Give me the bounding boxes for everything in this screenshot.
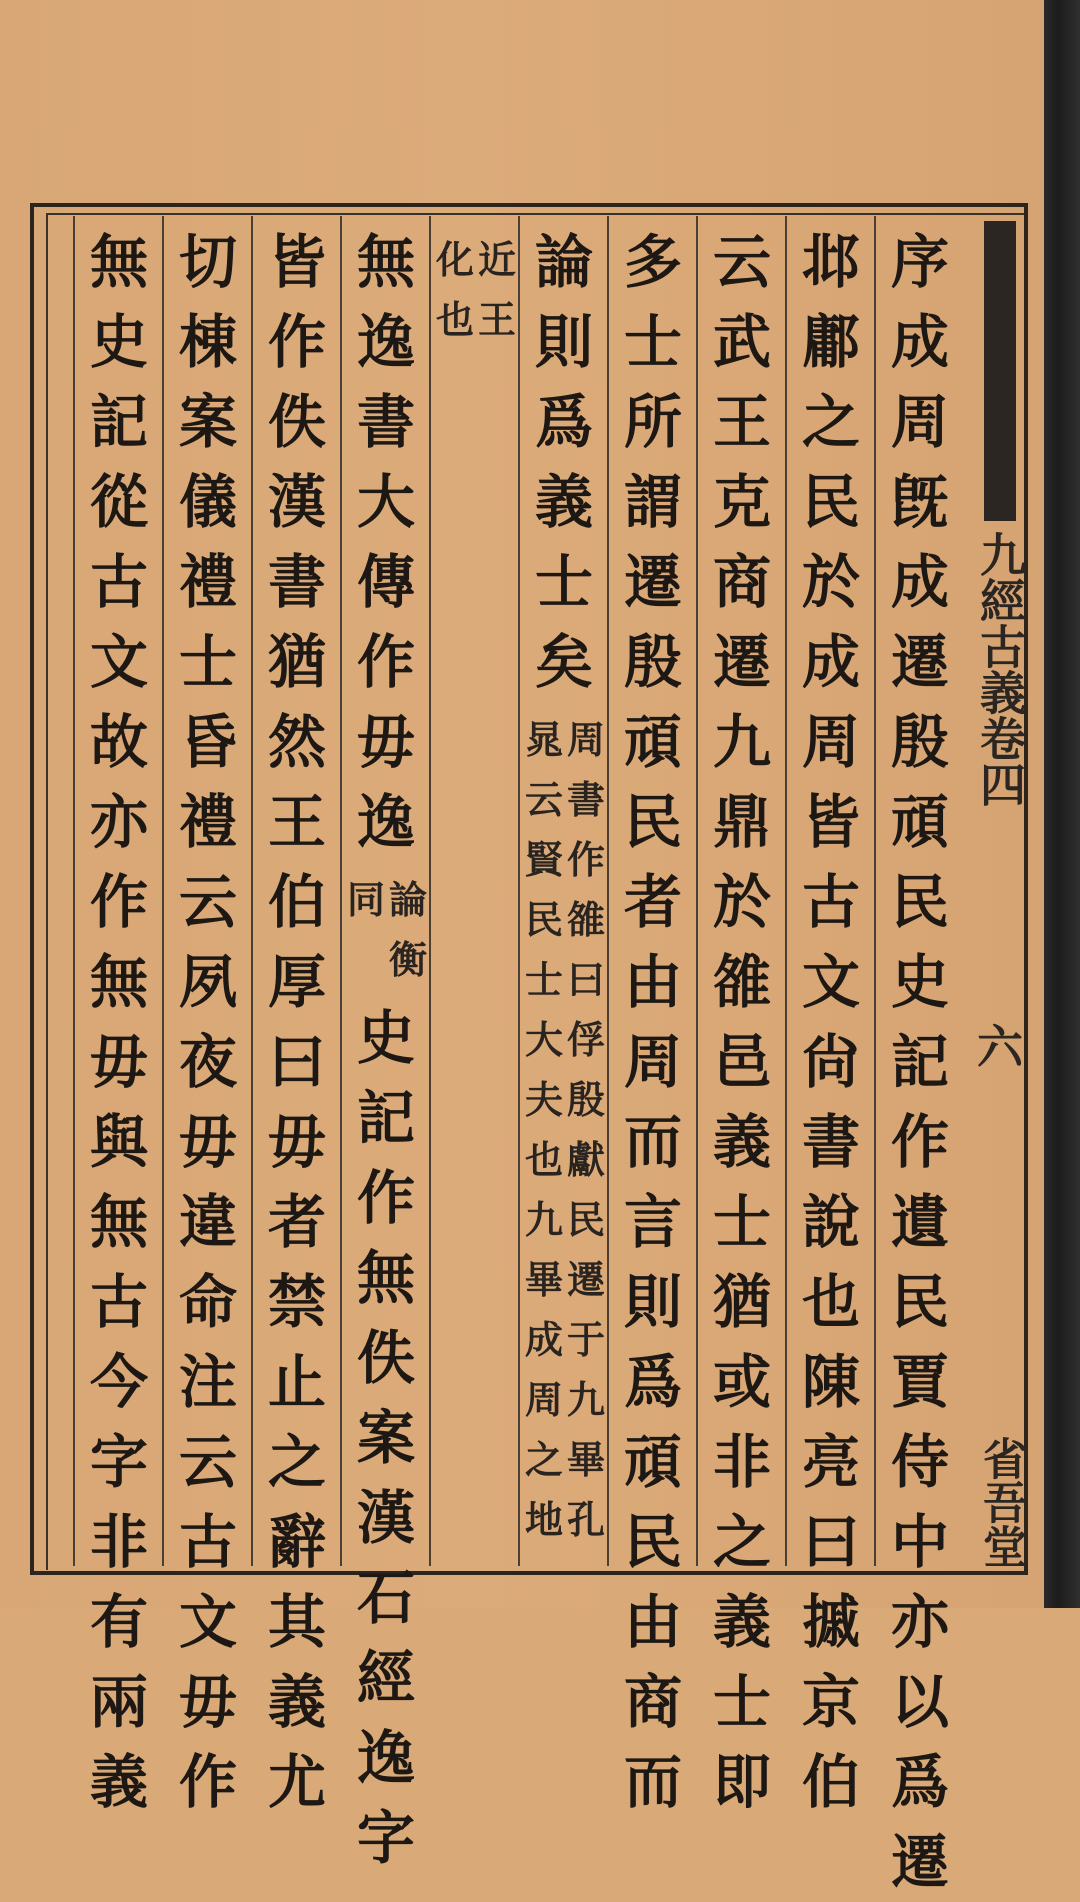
glyph: 賈 bbox=[890, 1348, 949, 1416]
note-glyph: 晁 bbox=[524, 717, 563, 762]
glyph: 論 bbox=[534, 228, 593, 296]
glyph: 傳 bbox=[356, 548, 415, 616]
glyph: 則 bbox=[623, 1268, 682, 1336]
glyph: 猶 bbox=[712, 1268, 771, 1336]
note-glyph: 周 bbox=[566, 717, 605, 762]
glyph: 成 bbox=[890, 548, 949, 616]
margin-page-number: 六 bbox=[977, 1020, 1023, 1074]
note-glyph: 也 bbox=[435, 297, 474, 342]
margin-studio-name: 省吾堂 bbox=[975, 1436, 1026, 1568]
glyph: 逸 bbox=[356, 1724, 415, 1792]
glyph: 儀 bbox=[178, 468, 237, 536]
column-rule bbox=[251, 216, 253, 1566]
glyph: 云 bbox=[178, 1428, 237, 1496]
glyph: 遷 bbox=[890, 1828, 949, 1896]
glyph: 兩 bbox=[89, 1668, 148, 1736]
glyph: 侍 bbox=[890, 1428, 949, 1496]
glyph: 士 bbox=[623, 308, 682, 376]
glyph: 皆 bbox=[267, 228, 326, 296]
glyph: 案 bbox=[178, 388, 237, 456]
glyph: 亮 bbox=[801, 1428, 860, 1496]
glyph: 作 bbox=[890, 1108, 949, 1176]
glyph: 非 bbox=[712, 1428, 771, 1496]
note-glyph: 于 bbox=[566, 1317, 605, 1362]
note-glyph: 論 bbox=[388, 877, 427, 922]
glyph: 今 bbox=[89, 1348, 148, 1416]
note-glyph: 衡 bbox=[388, 937, 427, 982]
glyph: 所 bbox=[623, 388, 682, 456]
column-rule bbox=[696, 216, 698, 1566]
glyph: 矣 bbox=[534, 628, 593, 696]
glyph: 無 bbox=[89, 948, 148, 1016]
glyph: 鄘 bbox=[801, 308, 860, 376]
glyph: 昏 bbox=[178, 708, 237, 776]
glyph: 記 bbox=[89, 388, 148, 456]
note-glyph: 士 bbox=[524, 957, 563, 1002]
text-column bbox=[880, 222, 960, 1902]
glyph: 民 bbox=[623, 788, 682, 856]
glyph: 尤 bbox=[267, 1748, 326, 1816]
glyph: 作 bbox=[89, 868, 148, 936]
glyph: 即 bbox=[712, 1748, 771, 1816]
glyph: 無 bbox=[356, 1244, 415, 1312]
glyph: 逸 bbox=[356, 788, 415, 856]
glyph: 文 bbox=[89, 628, 148, 696]
glyph: 爲 bbox=[623, 1348, 682, 1416]
note-glyph: 化 bbox=[435, 237, 474, 282]
glyph: 遷 bbox=[712, 628, 771, 696]
glyph: 記 bbox=[356, 1084, 415, 1152]
note-glyph: 同 bbox=[346, 877, 385, 922]
glyph: 士 bbox=[712, 1668, 771, 1736]
glyph: 違 bbox=[178, 1188, 237, 1256]
glyph: 也 bbox=[801, 1268, 860, 1336]
interlinear-note bbox=[522, 710, 566, 1550]
glyph: 棟 bbox=[178, 308, 237, 376]
glyph: 於 bbox=[801, 548, 860, 616]
note-glyph: 成 bbox=[524, 1317, 563, 1362]
note-glyph: 近 bbox=[477, 237, 516, 282]
glyph: 而 bbox=[623, 1748, 682, 1816]
glyph: 厚 bbox=[267, 948, 326, 1016]
glyph: 無 bbox=[89, 228, 148, 296]
glyph: 書 bbox=[267, 548, 326, 616]
glyph: 之 bbox=[267, 1428, 326, 1496]
text-column-continuation bbox=[346, 998, 426, 1878]
glyph: 字 bbox=[356, 1804, 415, 1872]
glyph: 商 bbox=[712, 548, 771, 616]
glyph: 止 bbox=[267, 1348, 326, 1416]
note-glyph: 雒 bbox=[566, 897, 605, 942]
glyph: 民 bbox=[890, 868, 949, 936]
glyph: 言 bbox=[623, 1188, 682, 1256]
glyph: 字 bbox=[89, 1428, 148, 1496]
glyph: 夜 bbox=[178, 1028, 237, 1096]
glyph: 猶 bbox=[267, 628, 326, 696]
glyph: 而 bbox=[623, 1108, 682, 1176]
glyph: 士 bbox=[178, 628, 237, 696]
column-rule bbox=[785, 216, 787, 1566]
glyph: 大 bbox=[356, 468, 415, 536]
glyph: 漢 bbox=[267, 468, 326, 536]
glyph: 注 bbox=[178, 1348, 237, 1416]
glyph: 商 bbox=[623, 1668, 682, 1736]
glyph: 亦 bbox=[89, 788, 148, 856]
glyph: 士 bbox=[712, 1188, 771, 1256]
glyph: 由 bbox=[623, 948, 682, 1016]
glyph: 周 bbox=[890, 388, 949, 456]
glyph: 之 bbox=[801, 388, 860, 456]
glyph: 漢 bbox=[356, 1484, 415, 1552]
interlinear-note bbox=[344, 870, 388, 930]
glyph: 切 bbox=[178, 228, 237, 296]
glyph: 史 bbox=[356, 1004, 415, 1072]
column-rule bbox=[518, 216, 520, 1566]
glyph: 以 bbox=[890, 1668, 949, 1736]
note-glyph: 畢 bbox=[566, 1437, 605, 1482]
glyph: 民 bbox=[801, 468, 860, 536]
glyph: 禁 bbox=[267, 1268, 326, 1336]
glyph: 辭 bbox=[267, 1508, 326, 1576]
glyph: 於 bbox=[712, 868, 771, 936]
glyph: 與 bbox=[89, 1108, 148, 1176]
glyph: 成 bbox=[801, 628, 860, 696]
glyph: 中 bbox=[890, 1508, 949, 1576]
note-glyph: 孔 bbox=[566, 1497, 605, 1542]
margin-column bbox=[972, 213, 1028, 1568]
glyph: 頑 bbox=[623, 1428, 682, 1496]
glyph: 周 bbox=[623, 1028, 682, 1096]
book-spine bbox=[1044, 0, 1080, 1608]
glyph: 京 bbox=[801, 1668, 860, 1736]
glyph: 邶 bbox=[801, 228, 860, 296]
glyph: 義 bbox=[89, 1748, 148, 1816]
glyph: 云 bbox=[178, 868, 237, 936]
glyph: 作 bbox=[356, 628, 415, 696]
glyph: 伯 bbox=[801, 1748, 860, 1816]
glyph: 禮 bbox=[178, 548, 237, 616]
note-glyph: 民 bbox=[524, 897, 563, 942]
note-glyph: 獻 bbox=[566, 1137, 605, 1182]
glyph: 禮 bbox=[178, 788, 237, 856]
column-rule bbox=[874, 216, 876, 1566]
glyph: 云 bbox=[712, 228, 771, 296]
text-column bbox=[257, 222, 337, 1822]
glyph: 文 bbox=[801, 948, 860, 1016]
glyph: 則 bbox=[534, 308, 593, 376]
interlinear-note bbox=[433, 230, 477, 350]
note-glyph: 作 bbox=[566, 837, 605, 882]
glyph: 多 bbox=[623, 228, 682, 296]
note-glyph: 九 bbox=[566, 1377, 605, 1422]
glyph: 案 bbox=[356, 1404, 415, 1472]
glyph: 義 bbox=[534, 468, 593, 536]
note-glyph: 殷 bbox=[566, 1077, 605, 1122]
interlinear-note bbox=[386, 870, 430, 990]
text-column bbox=[79, 222, 159, 1822]
glyph: 然 bbox=[267, 708, 326, 776]
glyph: 古 bbox=[801, 868, 860, 936]
glyph: 皆 bbox=[801, 788, 860, 856]
text-column bbox=[168, 222, 248, 1822]
glyph: 殷 bbox=[623, 628, 682, 696]
glyph: 之 bbox=[712, 1508, 771, 1576]
glyph: 者 bbox=[267, 1188, 326, 1256]
note-glyph: 遷 bbox=[566, 1257, 605, 1302]
glyph: 雒 bbox=[712, 948, 771, 1016]
glyph: 序 bbox=[890, 228, 949, 296]
glyph: 旣 bbox=[890, 468, 949, 536]
glyph: 遷 bbox=[623, 548, 682, 616]
column-rule bbox=[340, 216, 342, 1566]
glyph: 九 bbox=[712, 708, 771, 776]
glyph: 書 bbox=[801, 1108, 860, 1176]
note-glyph: 王 bbox=[477, 297, 516, 342]
glyph: 義 bbox=[712, 1588, 771, 1656]
glyph: 作 bbox=[356, 1164, 415, 1232]
glyph: 爲 bbox=[534, 388, 593, 456]
glyph: 義 bbox=[712, 1108, 771, 1176]
glyph: 民 bbox=[623, 1508, 682, 1576]
glyph: 義 bbox=[267, 1668, 326, 1736]
glyph: 遷 bbox=[890, 628, 949, 696]
glyph: 遺 bbox=[890, 1188, 949, 1256]
note-glyph: 九 bbox=[524, 1197, 563, 1242]
glyph: 經 bbox=[356, 1644, 415, 1712]
text-column bbox=[346, 222, 426, 862]
glyph: 亦 bbox=[890, 1588, 949, 1656]
glyph: 士 bbox=[534, 548, 593, 616]
glyph: 邑 bbox=[712, 1028, 771, 1096]
glyph: 摵 bbox=[801, 1588, 860, 1656]
note-glyph: 民 bbox=[566, 1197, 605, 1242]
glyph: 無 bbox=[89, 1188, 148, 1256]
glyph: 克 bbox=[712, 468, 771, 536]
note-glyph: 云 bbox=[524, 777, 563, 822]
margin-title: 九經古義卷四 bbox=[973, 531, 1027, 807]
text-column bbox=[524, 222, 604, 702]
glyph: 爲 bbox=[890, 1748, 949, 1816]
glyph: 陳 bbox=[801, 1348, 860, 1416]
glyph: 王 bbox=[267, 788, 326, 856]
glyph: 其 bbox=[267, 1588, 326, 1656]
column-rule bbox=[162, 216, 164, 1566]
glyph: 逸 bbox=[356, 308, 415, 376]
note-glyph: 大 bbox=[524, 1017, 563, 1062]
glyph: 毋 bbox=[178, 1668, 237, 1736]
glyph: 從 bbox=[89, 468, 148, 536]
interlinear-note bbox=[475, 230, 519, 350]
glyph: 非 bbox=[89, 1508, 148, 1576]
note-glyph: 俘 bbox=[566, 1017, 605, 1062]
glyph: 成 bbox=[890, 308, 949, 376]
note-glyph: 書 bbox=[566, 777, 605, 822]
fish-tail-mark bbox=[984, 221, 1016, 521]
glyph: 毋 bbox=[267, 1108, 326, 1176]
note-glyph: 周 bbox=[524, 1377, 563, 1422]
glyph: 者 bbox=[623, 868, 682, 936]
text-column bbox=[702, 222, 782, 1822]
glyph: 史 bbox=[89, 308, 148, 376]
note-glyph: 夫 bbox=[524, 1077, 563, 1122]
text-column bbox=[791, 222, 871, 1822]
glyph: 伯 bbox=[267, 868, 326, 936]
glyph: 民 bbox=[890, 1268, 949, 1336]
glyph: 頑 bbox=[890, 788, 949, 856]
text-column bbox=[613, 222, 693, 1822]
glyph: 書 bbox=[356, 388, 415, 456]
glyph: 文 bbox=[178, 1588, 237, 1656]
glyph: 毋 bbox=[89, 1028, 148, 1096]
column-rule bbox=[73, 216, 75, 1566]
glyph: 古 bbox=[178, 1508, 237, 1576]
glyph: 作 bbox=[178, 1748, 237, 1816]
glyph: 鼎 bbox=[712, 788, 771, 856]
glyph: 頑 bbox=[623, 708, 682, 776]
glyph: 尙 bbox=[801, 1028, 860, 1096]
note-glyph: 畢 bbox=[524, 1257, 563, 1302]
glyph: 或 bbox=[712, 1348, 771, 1416]
glyph: 毋 bbox=[178, 1108, 237, 1176]
glyph: 武 bbox=[712, 308, 771, 376]
glyph: 作 bbox=[267, 308, 326, 376]
glyph: 周 bbox=[801, 708, 860, 776]
note-glyph: 曰 bbox=[566, 957, 605, 1002]
glyph: 古 bbox=[89, 1268, 148, 1336]
glyph: 夙 bbox=[178, 948, 237, 1016]
note-glyph: 也 bbox=[524, 1137, 563, 1182]
glyph: 曰 bbox=[801, 1508, 860, 1576]
glyph: 謂 bbox=[623, 468, 682, 536]
note-glyph: 之 bbox=[524, 1437, 563, 1482]
glyph: 史 bbox=[890, 948, 949, 1016]
glyph: 有 bbox=[89, 1588, 148, 1656]
glyph: 毋 bbox=[356, 708, 415, 776]
note-glyph: 賢 bbox=[524, 837, 563, 882]
glyph: 記 bbox=[890, 1028, 949, 1096]
glyph: 殷 bbox=[890, 708, 949, 776]
glyph: 說 bbox=[801, 1188, 860, 1256]
glyph: 由 bbox=[623, 1588, 682, 1656]
glyph: 王 bbox=[712, 388, 771, 456]
glyph: 無 bbox=[356, 228, 415, 296]
glyph: 命 bbox=[178, 1268, 237, 1336]
glyph: 古 bbox=[89, 548, 148, 616]
glyph: 故 bbox=[89, 708, 148, 776]
note-glyph: 地 bbox=[524, 1497, 563, 1542]
glyph: 曰 bbox=[267, 1028, 326, 1096]
glyph: 石 bbox=[356, 1564, 415, 1632]
glyph: 佚 bbox=[267, 388, 326, 456]
interlinear-note bbox=[564, 710, 608, 1550]
glyph: 佚 bbox=[356, 1324, 415, 1392]
